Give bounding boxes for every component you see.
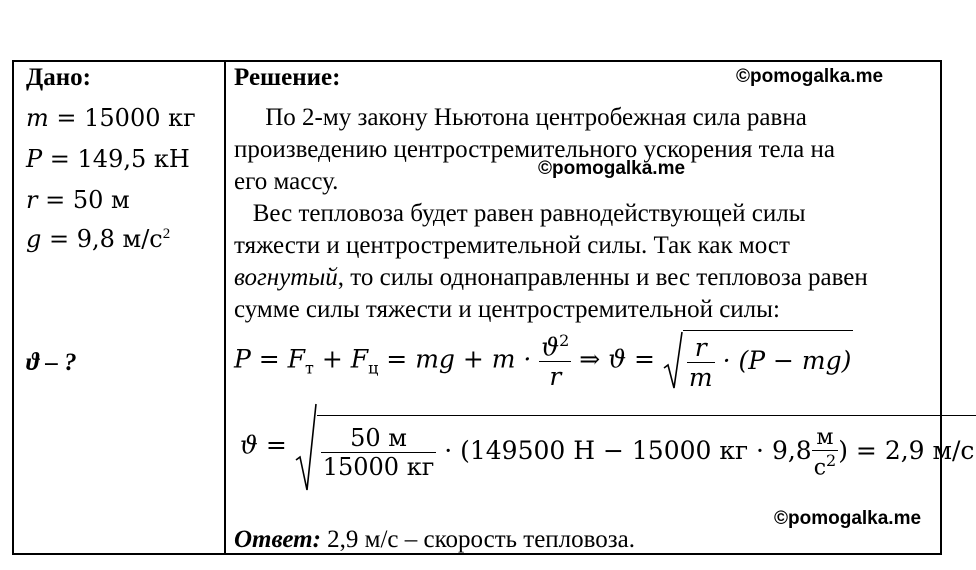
solution-heading: Решение:	[234, 64, 341, 91]
sqrt-expression: $\frac{r}{m}$ · (P − mg)	[663, 330, 853, 392]
fraction-speed-squared-over-r: $\frac{ϑ^2}{r}$	[541, 330, 570, 392]
watermark-middle: ©pomogalka.me	[538, 158, 686, 179]
radical-sign-icon	[295, 402, 317, 494]
formula-numeric: ϑ = $\frac{50 м}{15000 кг}$ · (149500 Н − 15000 кг · 9,8 $\frac{м}{с^2}$ ) = 2,9 м/с	[240, 402, 976, 494]
given-weight: P = 149,5 кН	[26, 145, 190, 173]
paragraph2-line2: тяжести и центростремительной силы. Так как мост	[234, 232, 790, 259]
given-heading: Дано:	[26, 64, 91, 91]
paragraph2-line4: сумме силы тяжести и центростремительной силы:	[234, 296, 780, 323]
paragraph1-line1: По 2-му закону Ньютона центробежная сила равна	[234, 104, 807, 131]
sqrt-numeric: $\frac{50 м}{15000 кг}$ · (149500 Н − 15000 кг · 9,8 $\frac{м}{с^2}$ ) = 2,9 м/с	[295, 402, 976, 494]
watermark-bottom: ©pomogalka.me	[774, 508, 922, 529]
answer-text: 2,9 м/с – скорость тепловоза.	[320, 526, 636, 553]
given-column	[14, 62, 224, 553]
watermark-top: ©pomogalka.me	[736, 66, 884, 87]
paragraph2-line1: Вес тепловоза будет равен равнодействующей силы	[234, 200, 806, 227]
given-gravity: g = 9,8 $м/с^2$	[26, 225, 171, 253]
problem-table	[12, 60, 975, 555]
paragraph1-line3: его массу.	[234, 168, 339, 195]
formula-newton: $P = F_т + F_ц$ = mg + m · $\frac{ϑ^2}{r}$ ⇒ ϑ = $\frac{r}{m}$ · (P − mg)	[234, 330, 852, 392]
given-mass: m = 15000 кг	[26, 104, 196, 132]
paragraph2-line3: вогнутый, то силы однонаправленны и вес тепловоза равен	[234, 264, 868, 291]
solution-column	[226, 62, 975, 553]
radical-sign-icon	[663, 330, 683, 392]
unknown-quantity: ϑ – ?	[26, 349, 77, 376]
paragraph1-line2: произведению центростремительного ускорения тела на	[234, 136, 835, 163]
answer-line	[234, 524, 635, 556]
given-radius: r = 50 м	[26, 186, 130, 214]
answer-label: Ответ:	[234, 526, 321, 553]
